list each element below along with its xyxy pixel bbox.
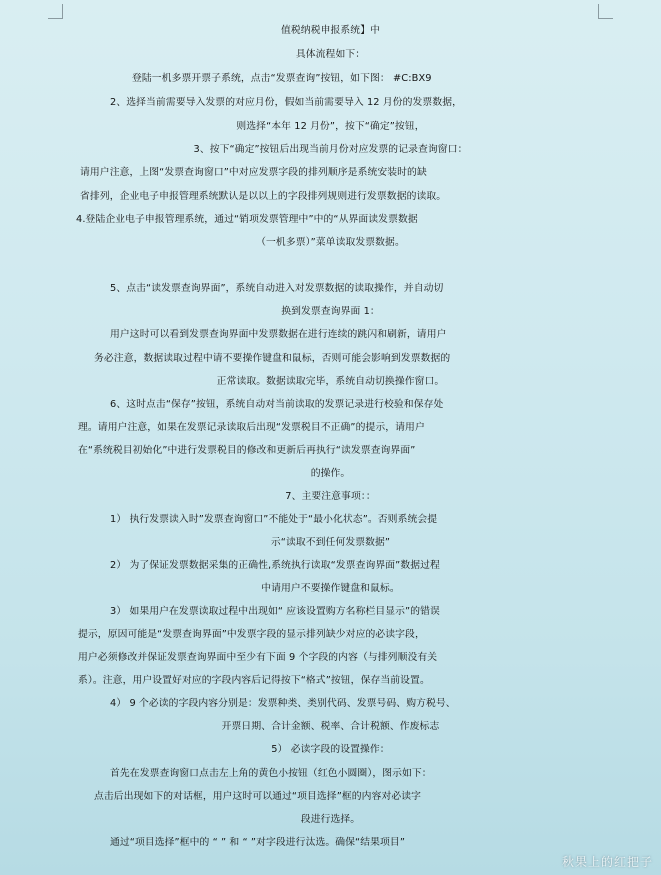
- text-line: 用户必须修改并保证发票查询界面中至少有下面 9 个字段的内容（与排列顺没有关: [78, 652, 438, 663]
- text-line: 开票日期、合计金额、税率、合计税额、作废标志: [221, 721, 440, 732]
- text-line: （一机多票）”菜单读取发票数据。: [256, 237, 405, 248]
- text-line: 换到发票查询界面 1：: [281, 306, 380, 317]
- text-line: 1） 执行发票读入时”发票查询窗口”不能处于“最小化状态”。否则系统会提: [110, 514, 438, 525]
- text-line: 2、选择当前需要导入发票的对应月份，假如当前需要导入 12 月份的发票数据，: [110, 97, 463, 108]
- crop-mark-top-right: [598, 4, 613, 19]
- text-line: 的操作。: [310, 468, 351, 479]
- text-line: 5） 必读字段的设置操作：: [271, 744, 390, 755]
- text-line: 提示，原因可能是“发票查询界面”中发票字段的显示排列缺少对应的必读字段，: [78, 629, 425, 640]
- text-line: 6、这时点击“保存”按钮，系统自动对当前读取的发票记录进行校验和保存处: [110, 399, 444, 410]
- text-line: 省排列，企业电子申报管理系统默认是以以上的字段排列规则进行发票数据的读取。: [80, 191, 447, 202]
- text-line: 4.登陆企业电子申报管理系统，通过“销项发票管理中”中的“从界面读发票数据: [76, 214, 418, 225]
- text-line: 示“读取不到任何发票数据”: [270, 537, 391, 548]
- watermark: 秋果上的红把子: [561, 855, 653, 869]
- text-line: 7、主要注意事项：：: [285, 491, 376, 502]
- text-line: 在“系统税目初始化”中进行发票税目的修改和更新后再执行“读发票查询界面”: [78, 445, 416, 456]
- text-line: 用户这时可以看到发票查询界面中发票数据在进行连续的跳闪和刷新，请用户: [110, 329, 447, 340]
- text-line: 通过“项目选择”框中的 “ ” 和 “ ”对字段进行汰选。确保“结果项目”: [110, 837, 405, 848]
- text-line: 点击后出现如下的对话框，用户这时可以通过“项目选择”框的内容对必读字: [94, 791, 422, 802]
- text-line: 具体流程如下：: [295, 49, 366, 60]
- text-line: 正常读取。数据读取完毕，系统自动切换操作窗口。: [216, 376, 445, 387]
- text-line: 5、点击“读发票查询界面”，系统自动进入对发票数据的读取操作，并自动切: [110, 283, 444, 294]
- text-line: 值税纳税申报系统】中: [281, 25, 380, 36]
- text-line: 3、按下“确定”按钮后出现当前月份对应发票的记录查询窗口：: [193, 144, 468, 155]
- text-line: 中请用户不要操作键盘和鼠标。: [261, 583, 400, 594]
- text-line: 首先在发票查询窗口点击左上角的黄色小按钮（红色小圆圈），图示如下：: [110, 768, 432, 779]
- text-line: 则选择“本年 12 月份”，按下“确定”按钮，: [236, 121, 425, 132]
- text-line: 3） 如果用户在发票读取过程中出现如“ 应该设置购方名称栏目显示”的错误: [110, 606, 440, 617]
- text-line: 登陆一机多票开票子系统，点击“发票查询”按钮，如下图： #C:BX9: [132, 73, 432, 84]
- text-line: 段进行选择。: [300, 814, 361, 825]
- text-line: 2） 为了保证发票数据采集的正确性,系统执行读取“发票查询界面”数据过程: [110, 560, 440, 571]
- crop-mark-top-left: [48, 4, 63, 19]
- text-line: 系）。注意，用户设置好对应的字段内容后记得按下“格式”按钮，保存当前设置。: [78, 675, 430, 686]
- text-line: 4） 9 个必读的字段内容分别是：发票种类、类别代码、发票号码、购方税号、: [110, 698, 456, 709]
- text-line: 理。请用户注意，如果在发票记录读取后出现“发票税目不正确”的提示，请用户: [78, 422, 425, 433]
- text-line: 务必注意，数据读取过程中请不要操作键盘和鼠标，否则可能会影响到发票数据的: [94, 353, 451, 364]
- text-line: 请用户注意，上图“发票查询窗口”中对应发票字段的排列顺序是系统安装时的缺: [80, 167, 427, 178]
